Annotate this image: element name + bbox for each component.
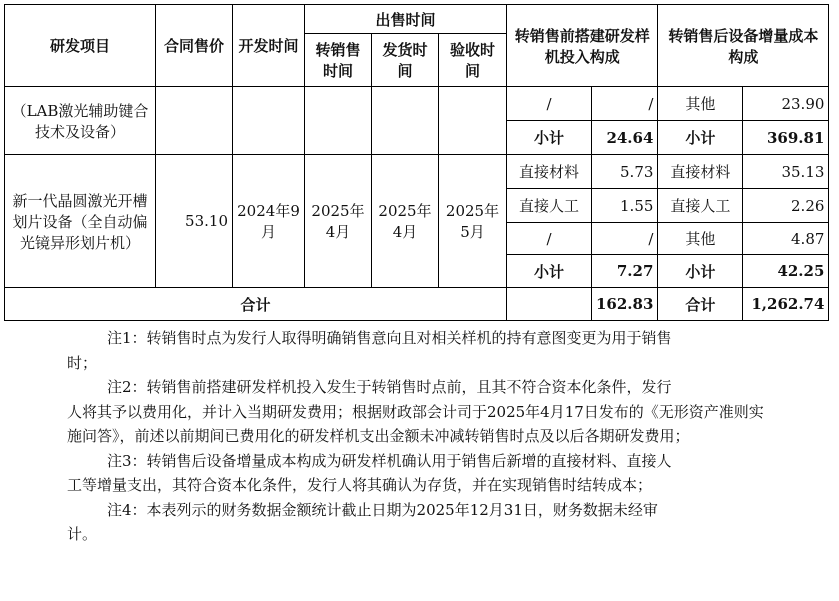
- subtotal-label-after: 小计: [658, 121, 743, 155]
- cost-value-after: 23.90: [743, 87, 829, 121]
- group1-project: （LAB激光辅助键合技术及设备）: [5, 87, 156, 155]
- cost-item-after: 其他: [658, 87, 743, 121]
- total-label-after: 合计: [658, 288, 743, 321]
- total-value-after: 1,262.74: [743, 288, 829, 321]
- cost-item-after: 其他: [658, 223, 743, 255]
- cost-item-before: /: [507, 223, 592, 255]
- group1-price: [156, 87, 233, 155]
- header-before-cost: 转销售前搭建研发样机投入构成: [507, 5, 658, 87]
- cost-item-before: 直接人工: [507, 189, 592, 223]
- header-ship-time: 发货时间: [372, 34, 439, 87]
- header-project: 研发项目: [5, 5, 156, 87]
- total-label: 合计: [5, 288, 507, 321]
- cost-item-before: 直接材料: [507, 155, 592, 189]
- header-accept-time: 验收时间: [439, 34, 507, 87]
- group2-price: 53.10: [156, 155, 233, 288]
- cost-value-before: /: [592, 87, 658, 121]
- total-blank: [507, 288, 592, 321]
- note-3-first: 注3：转销售后设备增量成本构成为研发样机确认用于销售后新增的直接材料、直接人: [107, 451, 672, 470]
- note-2-rest: 人将其予以费用化，并计入当期研发费用；根据财政部会计司于2025年4月17日发布的《无形资产准则实施问答》，前述以前期间已费用化的研发样机支出金额未冲减转销售时点及以后各期研发费用；: [67, 402, 764, 445]
- notes: [0, 326, 839, 547]
- header-sale-time: 出售时间: [305, 5, 507, 34]
- total-value-before: 162.83: [592, 288, 658, 321]
- group1-transfer-time: [305, 87, 372, 155]
- note-1-rest: 时；: [67, 353, 98, 372]
- note-2-first: 注2：转销售前搭建研发样机投入发生于转销售时点前，且其不符合资本化条件，发行: [107, 378, 672, 396]
- subtotal-value-after: 369.81: [743, 121, 829, 155]
- cost-item-before: /: [507, 87, 592, 121]
- note-1-first: 注1：转销售时点为发行人取得明确销售意向且对相关样机的持有意图变更为用于销售: [107, 329, 672, 347]
- header-transfer-time: 转销售时间: [305, 34, 372, 87]
- group2-dev-time: 2024年9月: [233, 155, 305, 288]
- note-4: [0, 498, 839, 523]
- cost-table: [4, 4, 829, 321]
- header-after-cost: 转销售后设备增量成本构成: [658, 5, 829, 87]
- note-4-rest: 计。: [67, 525, 98, 543]
- note-1: [0, 326, 839, 351]
- note-2: [0, 375, 839, 400]
- cost-value-before: /: [592, 223, 658, 255]
- subtotal-label-before: 小计: [507, 255, 592, 288]
- group1-accept-time: [439, 87, 507, 155]
- cost-value-after: 2.26: [743, 189, 829, 223]
- cost-value-after: 4.87: [743, 223, 829, 255]
- note-3-rest: 工等增量支出，其符合资本化条件，发行人将其确认为存货，并在实现销售时结转成本；: [67, 476, 653, 494]
- group2-transfer-time: 2025年4月: [305, 155, 372, 288]
- group1-dev-time: [233, 87, 305, 155]
- cost-item-after: 直接人工: [658, 189, 743, 223]
- group2-accept-time: 2025年5月: [439, 155, 507, 288]
- note-3: [0, 449, 839, 474]
- subtotal-label-before: 小计: [507, 121, 592, 155]
- subtotal-label-after: 小计: [658, 255, 743, 288]
- group2-project: 新一代晶圆激光开槽划片设备（全自动偏光镜异形划片机）: [5, 155, 156, 288]
- cost-item-after: 直接材料: [658, 155, 743, 189]
- cost-value-before: 1.55: [592, 189, 658, 223]
- cost-value-after: 35.13: [743, 155, 829, 189]
- header-dev-time: 开发时间: [233, 5, 305, 87]
- cost-value-before: 5.73: [592, 155, 658, 189]
- subtotal-value-before: 24.64: [592, 121, 658, 155]
- header-price: 合同售价: [156, 5, 233, 87]
- group1-ship-time: [372, 87, 439, 155]
- subtotal-value-before: 7.27: [592, 255, 658, 288]
- subtotal-value-after: 42.25: [743, 255, 829, 288]
- note-4-first: 注4：本表列示的财务数据金额统计截止日期为2025年12月31日，财务数据未经审: [107, 500, 658, 519]
- group2-ship-time: 2025年4月: [372, 155, 439, 288]
